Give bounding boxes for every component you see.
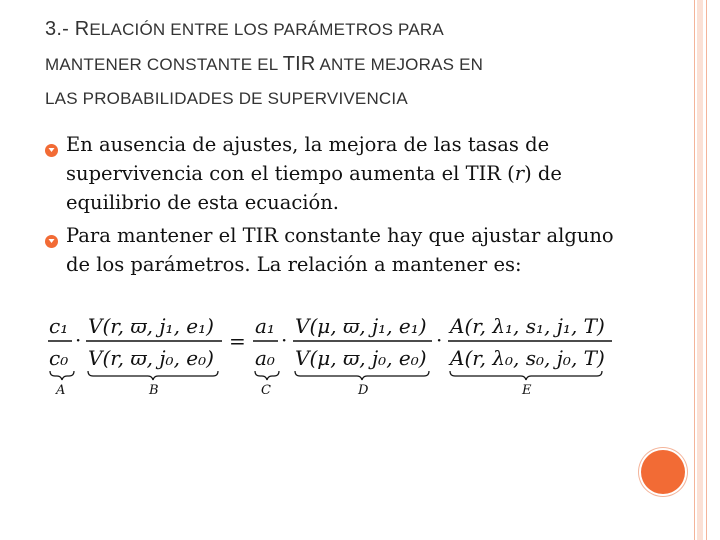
bullet-item bbox=[45, 221, 635, 279]
underbrace-C bbox=[255, 371, 279, 380]
eq-A-denominator: c₀ bbox=[49, 346, 69, 370]
bullet-item bbox=[45, 130, 635, 217]
eq-label-C: C bbox=[261, 383, 271, 398]
eq-D-numerator: V(μ, ϖ, j₁, e₁) bbox=[295, 314, 427, 338]
underbrace-A bbox=[50, 371, 74, 380]
bullet-arrow-icon bbox=[45, 221, 66, 279]
eq-label-A: A bbox=[56, 383, 66, 398]
eq-C-numerator: a₁ bbox=[255, 314, 275, 338]
bullet-arrow-icon bbox=[45, 130, 66, 217]
eq-E-denominator: A(r, λ₀, s₀, j₀, T) bbox=[450, 346, 605, 370]
eq-dot: · bbox=[75, 328, 82, 352]
eq-equals: = bbox=[229, 329, 246, 353]
eq-dot: · bbox=[281, 328, 288, 352]
eq-C-denominator: a₀ bbox=[255, 346, 275, 370]
eq-A-numerator: c₁ bbox=[49, 314, 69, 338]
bullet-text: Para mantener el TIR constante hay que ajustar alguno de los parámetros. La relación a mantener es: bbox=[66, 224, 614, 276]
eq-label-D: D bbox=[358, 383, 369, 398]
eq-B-numerator: V(r, ϖ, j₁, e₁) bbox=[88, 314, 214, 338]
slide-title: 3.- RELACIÓN ENTRE LOS PARÁMETROS PARA MANTENER CONSTANTE EL TIR ANTE MEJORAS EN LAS PROBABILIDADES DE SUPERVIVENCIA bbox=[45, 18, 484, 108]
decorative-circle bbox=[641, 450, 685, 494]
eq-E-numerator: A(r, λ₁, s₁, j₁, T) bbox=[450, 314, 605, 338]
eq-label-B: B bbox=[149, 383, 159, 398]
eq-B-denominator: V(r, ϖ, j₀, e₀) bbox=[88, 346, 214, 370]
underbrace-B bbox=[88, 371, 218, 380]
decorative-band bbox=[697, 0, 703, 540]
underbrace-E bbox=[450, 371, 602, 380]
bullet-list bbox=[45, 130, 635, 283]
eq-D-denominator: V(μ, ϖ, j₀, e₀) bbox=[295, 346, 427, 370]
bullet-text: En ausencia de ajustes, la mejora de las tasas de supervivencia con el tiempo aumenta el TIR (r) de equilibrio de esta ecuación. bbox=[66, 133, 562, 214]
eq-label-E: E bbox=[522, 383, 532, 398]
underbrace-D bbox=[295, 371, 429, 380]
decorative-line-right bbox=[706, 0, 707, 540]
eq-dot: · bbox=[436, 328, 443, 352]
decorative-line-left bbox=[694, 0, 695, 540]
